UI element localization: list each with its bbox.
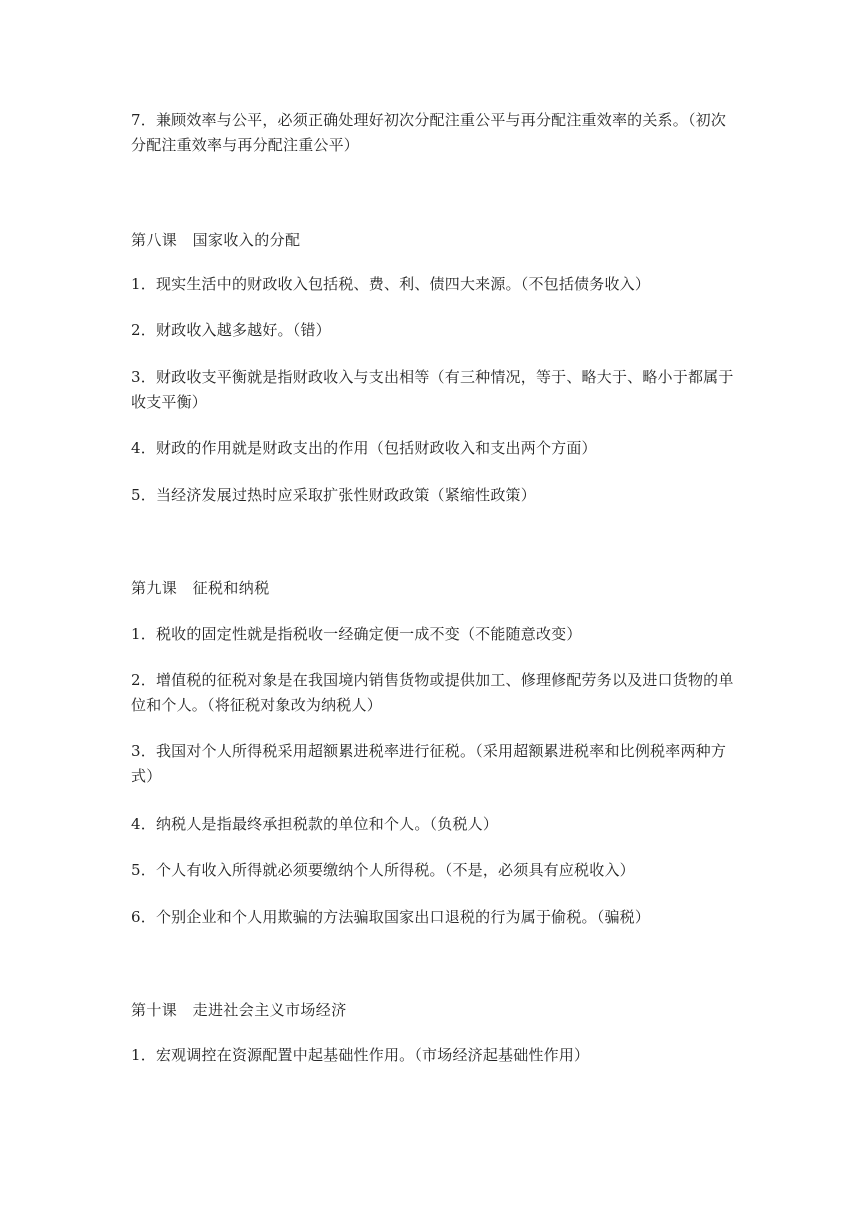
lesson-8-item-5: 5．当经济发展过热时应采取扩张性财政政策（紧缩性政策） (131, 486, 536, 504)
lesson-8-item-3: 3．财政收支平衡就是指财政收入与支出相等（有三种情况，等于、略大于、略小于都属于收支平衡） (131, 368, 734, 411)
lesson-9-item-2: 2．增值税的征税对象是在我国境内销售货物或提供加工、修理修配劳务以及进口货物的单位和个人。（将征税对象改为纳税人） (131, 671, 734, 714)
lesson-8-item-1: 1．现实生活中的财政收入包括税、费、利、债四大来源。（不包括债务收入） (131, 275, 651, 293)
lesson-9-item-5: 5．个人有收入所得就必须要缴纳个人所得税。（不是，必须具有应税收入） (131, 861, 635, 879)
lesson-9-title: 第九课 征税和纳税 (131, 579, 270, 597)
intro-item-7: 7．兼顾效率与公平，必须正确处理好初次分配注重公平与再分配注重效率的关系。（初次分配注重效率与再分配注重公平） (131, 111, 727, 154)
lesson-8-title: 第八课 国家收入的分配 (131, 231, 301, 249)
lesson-9-item-3: 3．我国对个人所得税采用超额累进税率进行征税。（采用超额累进税率和比例税率两种方式） (131, 742, 727, 785)
lesson-9-item-4: 4．纳税人是指最终承担税款的单位和个人。（负税人） (131, 815, 499, 833)
lesson-9-item-6: 6．个别企业和个人用欺骗的方法骗取国家出口退税的行为属于偷税。（骗税） (131, 908, 651, 926)
lesson-8-item-2: 2．财政收入越多越好。（错） (131, 321, 331, 339)
lesson-9-item-1: 1．税收的固定性就是指税收一经确定便一成不变（不能随意改变） (131, 625, 582, 643)
lesson-10-title: 第十课 走进社会主义市场经济 (131, 1001, 347, 1019)
lesson-10-item-1: 1．宏观调控在资源配置中起基础性作用。（市场经济起基础性作用） (131, 1046, 590, 1064)
lesson-8-item-4: 4．财政的作用就是财政支出的作用（包括财政收入和支出两个方面） (131, 439, 597, 457)
